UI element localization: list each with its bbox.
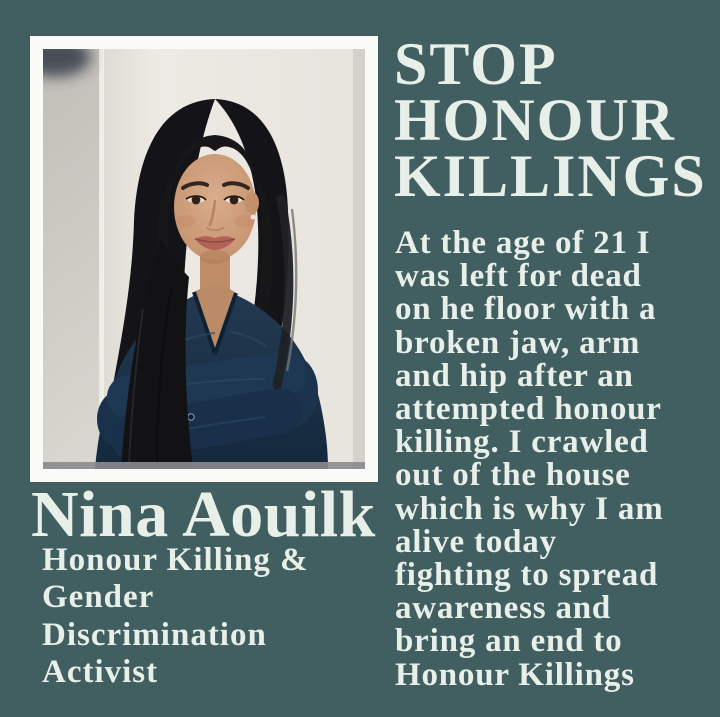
portrait-photo: [43, 49, 365, 469]
headline-line: HONOUR: [394, 87, 676, 153]
story-line: awareness and: [395, 590, 612, 627]
role-line: Activist: [42, 653, 159, 690]
story-text: [395, 227, 720, 692]
story-line: bring an end to: [395, 623, 623, 660]
role-line: Discrimination: [42, 616, 267, 653]
headline-line: STOP: [394, 31, 558, 97]
story-line: was left for dead: [395, 258, 642, 295]
story-line: which is why I am: [395, 490, 664, 527]
role-line: Gender: [42, 579, 155, 616]
story-line: Honour Killings: [395, 656, 635, 693]
story-line: out of the house: [395, 457, 631, 494]
earring: [251, 215, 256, 220]
story-line: on he floor with a: [395, 291, 657, 328]
headline: [394, 31, 720, 209]
profile-name: Nina Aouilk: [31, 478, 376, 551]
story-line: alive today: [395, 523, 557, 560]
story-line: attempted honour: [395, 391, 662, 428]
photo-frame: [30, 36, 378, 482]
portrait-illustration: [43, 49, 365, 469]
role-line: Honour Killing &: [42, 542, 309, 578]
story-line: killing. I crawled: [395, 424, 649, 461]
photo-bottom-strip: [43, 462, 365, 469]
story-line: broken jaw, arm: [395, 324, 641, 361]
story-line: and hip after an: [395, 357, 634, 394]
cuff-button: [188, 414, 194, 420]
profile-role: [42, 542, 372, 691]
headline-line: KILLINGS: [394, 143, 707, 209]
story-line: At the age of 21 I: [395, 225, 651, 261]
story-line: fighting to spread: [395, 557, 659, 594]
